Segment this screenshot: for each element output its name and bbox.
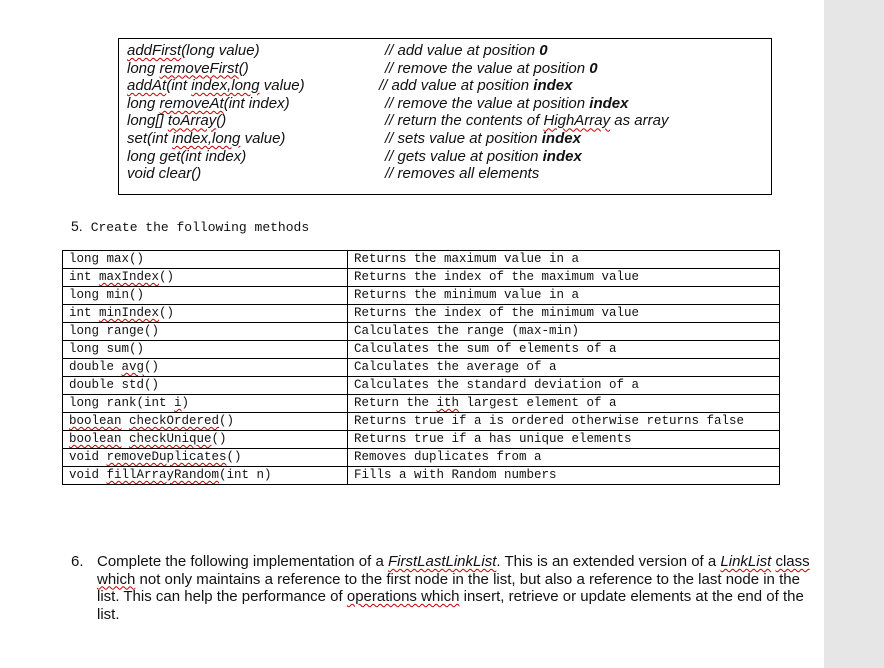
method-signature [63,359,348,377]
text-segment: 0 [589,59,598,77]
table-row [63,305,780,323]
api-signature [127,95,290,112]
method-signature [63,251,348,269]
section-5-number: 5. [71,218,83,234]
table-row [63,377,780,395]
text-segment: index,long [191,77,260,95]
method-signature [63,413,348,431]
text-segment: () [216,112,227,130]
text-segment: long min() [69,288,145,302]
method-signature [63,467,348,485]
text-segment: () [159,306,175,320]
api-signature [127,165,201,182]
text-segment: value) [240,130,286,147]
api-comment [379,77,572,94]
text-segment: long sum() [69,342,145,356]
text-segment: long [127,59,160,77]
table-row [63,323,780,341]
scrollbar-gutter[interactable] [824,0,884,668]
api-comment [385,42,548,59]
api-comment [385,112,668,129]
api-comment [385,148,582,165]
text-segment: long max() [69,252,145,266]
method-description: Removes duplicates from a [348,449,780,467]
section-5-heading [71,218,309,235]
text-segment: index [541,130,581,147]
text-segment: (long value) [181,42,260,59]
text-segment: checkUnique [129,432,212,446]
table-row [63,251,780,269]
table-row [63,449,780,467]
text-segment: int [69,306,100,320]
text-segment: i [174,396,182,410]
table-row [63,269,780,287]
method-signature [63,449,348,467]
text-segment: removeFirst [159,59,239,77]
method-description: Fills a with Random numbers [348,467,780,485]
method-signature [63,269,348,287]
text-segment: largest element of a [459,396,617,410]
text-segment: index,long [172,130,241,147]
text-segment: LinkList [720,553,772,570]
text-segment: (int index) [223,94,290,112]
section-6-text [97,553,823,623]
api-signature [127,42,260,59]
api-signature [127,77,305,94]
text-segment: fillArrayRandom [106,468,220,482]
text-segment: FirstLastLinkList [388,553,497,570]
text-segment: Complete the following implementation of a [97,553,388,570]
method-signature [63,377,348,395]
method-signature [63,341,348,359]
table-row [63,467,780,485]
text-segment: index [533,77,573,95]
method-signature [63,305,348,323]
api-signature [127,60,249,77]
method-description [348,395,780,413]
text-segment: () [159,270,175,284]
table-row [63,395,780,413]
api-comment [385,95,628,112]
text-segment: addAt [127,77,167,95]
method-description: Returns the index of the minimum value [348,305,780,323]
text-segment: checkOrdered [129,414,220,428]
method-description: Returns the index of the maximum value [348,269,780,287]
text-segment: ith [436,396,460,410]
text-segment: boolean [69,432,122,446]
method-signature [63,323,348,341]
text-segment: // remove the value at position [385,59,590,77]
table-row [63,287,780,305]
text-segment: // add value at position [379,77,534,95]
text-segment: long get(int index) [127,147,247,165]
api-signature [127,148,246,165]
api-comment [385,60,598,77]
section-6-paragraph [71,553,823,623]
text-segment: double [69,360,122,374]
text-segment [122,414,130,428]
text-segment: void clear() [127,165,202,183]
text-segment: long rank(int [69,396,175,410]
text-segment: () [238,59,249,77]
method-description: Calculates the standard deviation of a [348,377,780,395]
text-segment: index [589,94,629,112]
text-segment: class which [97,553,810,588]
method-signature [63,287,348,305]
methods-table [62,250,780,485]
text-segment: void [69,468,107,482]
text-segment: avg [121,360,145,374]
method-description: Returns true if a is ordered otherwise returns false [348,413,780,431]
text-segment: not only maintains a reference to the first node in the list, but also a reference to the last node in the list. This can help the performance of [97,570,800,605]
api-signature [127,112,226,129]
text-segment: minIndex [99,306,160,320]
method-description: Returns the maximum value in a [348,251,780,269]
text-segment: ) [181,396,190,410]
text-segment: () [144,360,160,374]
text-segment: void [69,450,107,464]
text-segment: removeAt [159,94,224,112]
text-segment: . This is an extended version of a [496,553,721,570]
text-segment: operations which [346,588,460,605]
text-segment: (int n) [219,468,272,482]
table-row [63,431,780,449]
text-segment: boolean [69,414,122,428]
method-signature [63,395,348,413]
text-segment: long range() [69,324,160,338]
text-segment: addFirst [127,42,182,59]
text-segment: index [542,147,582,165]
api-comment [385,130,581,147]
table-row [63,413,780,431]
method-description: Calculates the range (max-min) [348,323,780,341]
api-method-box [118,38,772,195]
method-description: Calculates the average of a [348,359,780,377]
text-segment: maxIndex [99,270,160,284]
method-description: Returns true if a has unique elements [348,431,780,449]
text-segment: // gets value at position [385,147,543,165]
text-segment: Return the [354,396,437,410]
text-segment: set(int [127,130,173,147]
text-segment: () [219,414,235,428]
text-segment: 0 [539,42,548,59]
text-segment: removeDuplicates [106,450,227,464]
section-6-number: 6. [71,553,84,570]
text-segment: long [127,94,160,112]
table-row [63,341,780,359]
text-segment: () [211,432,227,446]
text-segment: long[] [127,112,168,130]
text-segment: // add value at position [385,42,540,59]
text-segment: (int [166,77,192,95]
method-description: Returns the minimum value in a [348,287,780,305]
text-segment: insert, retrieve or update elements at the end of the list. [97,588,804,623]
text-segment: // return the contents of [385,112,544,130]
text-segment: // sets value at position [385,130,542,147]
text-segment [122,432,130,446]
section-5-title: Create the following methods [90,220,310,235]
text-segment: // removes all elements [385,165,540,183]
text-segment: value) [259,77,305,95]
method-description: Calculates the sum of elements of a [348,341,780,359]
text-segment: as array [610,112,669,130]
text-segment: HighArray [543,112,611,130]
text-segment: () [226,450,242,464]
api-signature [127,130,285,147]
method-signature [63,431,348,449]
api-comment [385,165,539,182]
table-row [63,359,780,377]
text-segment: toArray [167,112,217,130]
text-segment: // remove the value at position [385,94,590,112]
text-segment: double std() [69,378,160,392]
text-segment: int [69,270,100,284]
